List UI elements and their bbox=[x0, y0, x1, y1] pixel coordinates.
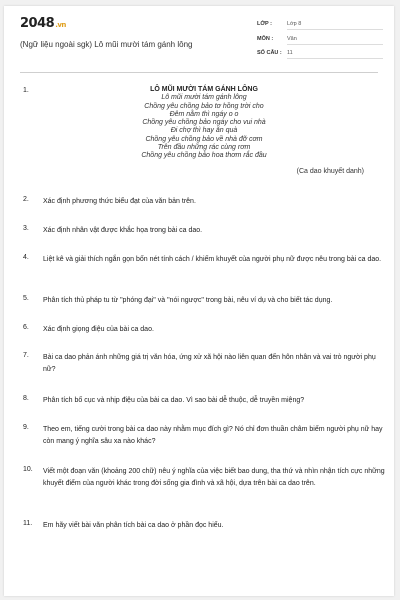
question-text: Xác định nhân vật được khắc họa trong bài ca dao. bbox=[43, 227, 203, 234]
question-text: Em hãy viết bài văn phân tích bài ca dao ở phần đọc hiểu. bbox=[43, 522, 224, 529]
question-text: Phân tích bố cục và nhịp điệu của bài ca dao. Vì sao bài dễ thuộc, dễ truyền miệng? bbox=[43, 397, 305, 404]
question-text: Xác định giọng điệu của bài ca dao. bbox=[43, 326, 154, 333]
meta-class-value: Lớp 8 bbox=[287, 21, 383, 30]
question-number: 7. bbox=[23, 352, 29, 359]
question-text: Theo em, tiếng cười trong bài ca dao này nhằm mục đích gì? Nó chỉ đơn thuần châm biếm người phụ nữ hay còn mang ý nghĩa sâu xa nào khác? bbox=[43, 426, 383, 445]
meta-class-label: LỚP : bbox=[257, 21, 272, 27]
poem-block bbox=[124, 86, 284, 161]
poem-line: Lô mũi mười tám gánh lông bbox=[161, 94, 247, 102]
question-number: 2. bbox=[23, 196, 29, 203]
header-divider bbox=[20, 72, 378, 73]
meta-subject-label: MÔN : bbox=[257, 36, 274, 42]
question-text: Liệt kê và giải thích ngắn gọn bốn nét tính cách / khiếm khuyết của người phụ nữ được nêu trong bài ca dao. bbox=[43, 256, 382, 263]
question-number: 6. bbox=[23, 324, 29, 331]
question-number: 8. bbox=[23, 395, 29, 402]
meta-count-label: SỐ CÂU : bbox=[257, 50, 282, 56]
question-text: Bài ca dao phản ánh những giá trị văn hóa, ứng xử xã hội nào liên quan đến hôn nhân và vai trò người phụ nữ? bbox=[43, 354, 376, 373]
poem-line: Đêm nằm thì ngáy o o bbox=[169, 110, 239, 118]
logo-domain: .vn bbox=[55, 21, 66, 29]
poem-line: Chồng yêu chồng bảo tơ hồng trời cho bbox=[144, 102, 264, 110]
question-text: Phân tích thủ pháp tu từ "phóng đại" và "nói ngược" trong bài, nêu ví dụ và cho biết tác dụng. bbox=[43, 297, 333, 304]
meta-count-value: 11 bbox=[287, 50, 383, 59]
poem-line: Trên đầu những rác cùng rơm bbox=[157, 144, 251, 152]
logo-text: 2048 bbox=[20, 16, 55, 31]
question-number: 1. bbox=[23, 87, 29, 94]
meta-subject-value: Văn bbox=[287, 36, 383, 45]
question-text: Xác định phương thức biểu đạt của văn bản trên. bbox=[43, 198, 196, 205]
question-number: 4. bbox=[23, 254, 29, 261]
poem-line: Chồng yêu chồng bảo hoa thơm rắc đầu bbox=[141, 152, 267, 160]
site-logo[interactable] bbox=[20, 16, 66, 31]
poem-line: Đi chợ thì hay ăn quà bbox=[170, 127, 238, 135]
poem-credit: (Ca dao khuyết danh) bbox=[296, 168, 364, 175]
poem-title: LÔ MŨI MƯỜI TÁM GÁNH LÔNG bbox=[150, 86, 258, 93]
poem-line: Chồng yêu chồng bảo ngáy cho vui nhà bbox=[142, 119, 266, 127]
question-text: Viết một đoạn văn (khoảng 200 chữ) nêu ý nghĩa của việc biết bao dung, tha thứ và nhìn nhận tích cực những khuyết điểm của người khác trong đời sống gia đình và xã hội, dựa trên bài ca dao trên. bbox=[43, 468, 385, 487]
question-number: 3. bbox=[23, 225, 29, 232]
worksheet-page bbox=[4, 6, 394, 596]
question-number: 10. bbox=[23, 466, 33, 473]
document-title: (Ngữ liệu ngoài sgk) Lô mũi mười tám gánh lông bbox=[20, 40, 193, 49]
poem-line: Chồng yêu chồng bảo về nhà đỡ cơm bbox=[145, 135, 263, 143]
question-number: 9. bbox=[23, 424, 29, 431]
question-number: 5. bbox=[23, 295, 29, 302]
question-number: 11. bbox=[23, 520, 33, 527]
